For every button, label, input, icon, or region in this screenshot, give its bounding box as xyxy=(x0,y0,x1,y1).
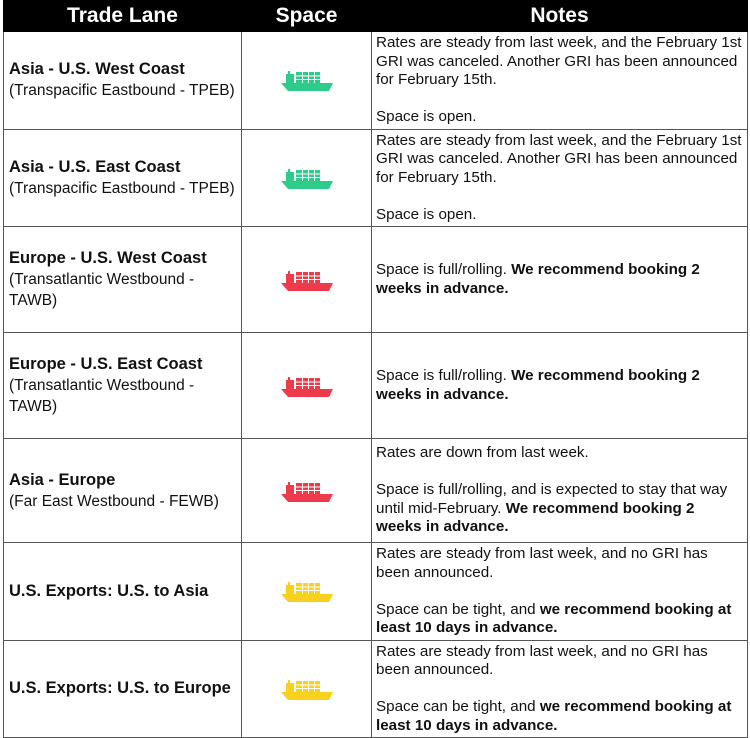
ship-shape xyxy=(281,680,333,700)
trade-lane-title: Asia - U.S. West Coast xyxy=(9,60,185,79)
trade-lane-subtitle: (Transatlantic Westbound - TAWB) xyxy=(9,377,195,415)
notes-cell xyxy=(372,333,748,439)
notes-text: Space is full/rolling. xyxy=(376,261,512,278)
ship-shape xyxy=(281,271,333,291)
table-row xyxy=(4,227,748,333)
space-cell xyxy=(242,640,372,738)
table-row xyxy=(4,32,748,130)
notes-cell xyxy=(372,439,748,543)
trade-lane-title: U.S. Exports: U.S. to Asia xyxy=(9,581,209,600)
header-notes: Notes xyxy=(372,1,748,32)
trade-lane-cell xyxy=(4,640,242,738)
notes-paragraph: Space is open. xyxy=(376,108,477,125)
trade-lane-subtitle: (Transpacific Eastbound - TPEB) xyxy=(9,179,235,197)
freight-status-table xyxy=(3,0,748,738)
notes-emphasis: we recommend booking at least 10 days in advance. xyxy=(376,698,732,734)
notes-paragraph: Rates are down from last week. xyxy=(376,444,589,462)
notes-paragraph: Rates are steady from last week, and the February 1st GRI was canceled. Another GRI has been announced for February 15th. xyxy=(376,131,742,186)
cargo-ship-icon xyxy=(280,68,334,92)
trade-lane-cell xyxy=(4,227,242,333)
space-cell xyxy=(242,543,372,641)
notes-cell xyxy=(372,227,748,333)
cargo-ship-icon xyxy=(280,479,334,503)
trade-lane-title: Europe - U.S. East Coast xyxy=(9,355,203,373)
trade-lane-title: U.S. Exports: U.S. to Europe xyxy=(9,679,231,698)
cargo-ship-icon xyxy=(280,579,334,603)
trade-lane-cell xyxy=(4,333,242,439)
notes-emphasis: We recommend booking 2 weeks in advance. xyxy=(376,499,695,536)
cargo-ship-icon xyxy=(280,677,334,701)
trade-lane-cell xyxy=(4,439,242,543)
table-row xyxy=(4,543,748,641)
space-cell xyxy=(242,129,372,227)
trade-lane-cell xyxy=(4,32,242,130)
table-row xyxy=(4,640,748,738)
trade-lane-subtitle: (Far East Westbound - FEWB) xyxy=(9,492,219,510)
trade-lane-title: Asia - Europe xyxy=(9,470,116,489)
notes-cell xyxy=(372,32,748,130)
ship-shape xyxy=(281,377,333,397)
table-row xyxy=(4,129,748,227)
table-row xyxy=(4,439,748,543)
header-space: Space xyxy=(242,1,372,32)
notes-paragraph xyxy=(376,601,743,638)
ship-shape xyxy=(281,482,333,502)
notes-paragraph xyxy=(376,698,743,735)
notes-text: Space is full/rolling, and is expected to stay that way until mid-February. xyxy=(376,481,728,517)
notes-cell xyxy=(372,640,748,738)
space-cell xyxy=(242,32,372,130)
trade-lane-cell xyxy=(4,543,242,641)
header-trade-lane: Trade Lane xyxy=(4,1,242,32)
notes-paragraph: Rates are steady from last week, and no GRI has been announced. xyxy=(376,642,708,678)
space-cell xyxy=(242,333,372,439)
cargo-ship-icon xyxy=(280,166,334,190)
space-cell xyxy=(242,439,372,543)
ship-shape xyxy=(281,582,333,602)
ship-shape xyxy=(281,71,333,91)
notes-paragraph xyxy=(376,261,743,298)
notes-emphasis: We recommend booking 2 weeks in advance. xyxy=(376,261,700,297)
notes-cell xyxy=(372,543,748,641)
notes-paragraph: Space is open. xyxy=(376,205,477,223)
space-cell xyxy=(242,227,372,333)
notes-text: Space can be tight, and xyxy=(376,600,540,618)
table-row xyxy=(4,333,748,439)
notes-emphasis: we recommend booking at least 10 days in advance. xyxy=(376,600,732,636)
notes-text: Space can be tight, and xyxy=(376,698,540,715)
cargo-ship-icon xyxy=(280,374,334,398)
notes-text: Space is full/rolling. xyxy=(376,367,512,384)
trade-lane-subtitle: (Transatlantic Westbound - TAWB) xyxy=(9,271,195,309)
notes-paragraph xyxy=(376,481,743,537)
notes-emphasis: We recommend booking 2 weeks in advance. xyxy=(376,367,700,403)
cargo-ship-icon xyxy=(280,268,334,292)
trade-lane-title: Europe - U.S. West Coast xyxy=(9,249,207,267)
notes-paragraph: Rates are steady from last week, and no GRI has been announced. xyxy=(376,545,708,581)
trade-lane-subtitle: (Transpacific Eastbound - TPEB) xyxy=(9,82,235,100)
ship-shape xyxy=(281,169,333,189)
header-row xyxy=(4,1,748,32)
trade-lane-title: Asia - U.S. East Coast xyxy=(9,157,181,176)
notes-paragraph xyxy=(376,367,743,404)
trade-lane-cell xyxy=(4,129,242,227)
notes-cell xyxy=(372,129,748,227)
notes-paragraph: Rates are steady from last week, and the February 1st GRI was canceled. Another GRI has been announced for February 15th. xyxy=(376,34,742,88)
